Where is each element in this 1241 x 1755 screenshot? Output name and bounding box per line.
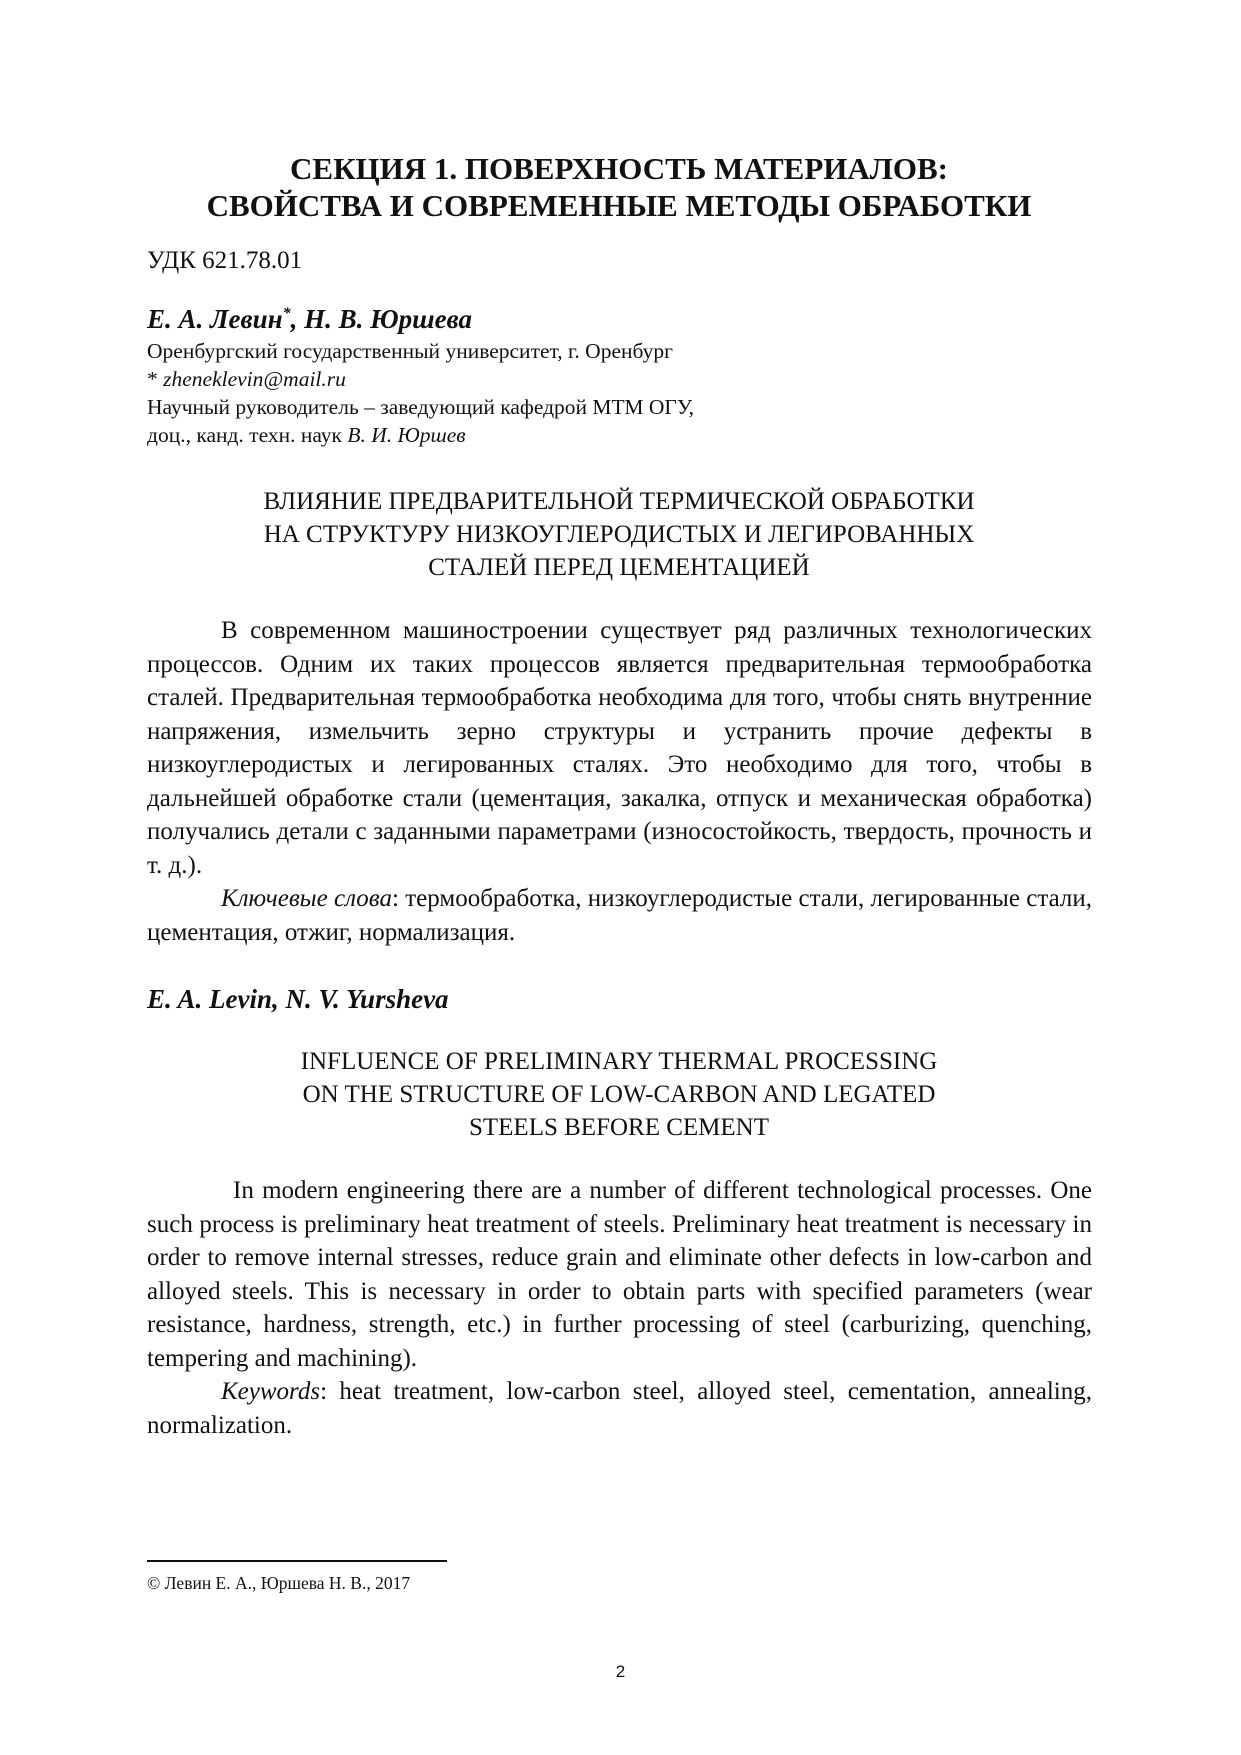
title-en-line-1: INFLUENCE OF PRELIMINARY THERMAL PROCESSING [300,1048,938,1075]
keywords-en-list: : heat treatment, low-carbon steel, alloyed steel, cementation, annealing, normalization. [147,1378,1092,1439]
title-en-line-3: STEELS BEFORE CEMENT [468,1114,769,1141]
abstract-ru [147,614,1092,949]
udk-code: УДК 621.78.01 [147,247,303,274]
affiliation-block [147,337,1092,449]
abstract-en [147,1174,1092,1442]
page-content [147,150,1092,1442]
section-title-line-1: СЕКЦИЯ 1. ПОВЕРХНОСТЬ МАТЕРИАЛОВ: [290,151,948,186]
university-line: Оренбургский государственный университет, г. Оренбург [147,339,673,363]
title-en-line-2: ON THE STRUCTURE OF LOW-CARBON AND LEGATED [302,1081,936,1108]
author-email: zheneklevin@mail.ru [163,367,346,391]
author-1-name: Е. А. Левин [147,304,283,334]
author-2-name: Н. В. Юршева [304,304,472,334]
keywords-en [147,1375,1092,1442]
footnote-divider [147,1560,447,1562]
title-ru-line-1: ВЛИЯНИЕ ПРЕДВАРИТЕЛЬНОЙ ТЕРМИЧЕСКОЙ ОБРАБОТКИ [263,488,975,515]
article-title-en [119,1045,1119,1144]
copyright-footnote: © Левин Е. А., Юршева Н. В., 2017 [147,1573,411,1593]
article-title-ru [119,485,1119,584]
page-number: 2 [615,1662,626,1681]
email-line [147,365,1092,393]
title-ru-line-2: НА СТРУКТУРУ НИЗКОУГЛЕРОДИСТЫХ И ЛЕГИРОВАННЫХ [263,521,975,548]
author-1-footnote-mark: * [282,305,291,322]
section-title [119,150,1119,224]
supervisor-line-2 [147,421,1092,449]
authors-en: E. A. Levin, N. V. Yursheva [147,984,449,1014]
email-mark: * [147,367,164,391]
author-separator: , [290,304,305,334]
title-ru-line-3: СТАЛЕЙ ПЕРЕД ЦЕМЕНТАЦИЕЙ [428,554,810,581]
supervisor-degree: доц., канд. техн. наук [147,423,348,447]
keywords-ru-list: : термообработка, низкоуглеродистые стали, легированные стали, цементация, отжиг, нормализация. [147,885,1093,946]
keywords-ru-label: Ключевые слова [221,885,392,912]
abstract-ru-text: В современном машиностроении существует ряд различных технологических процессов. Одним их таких процессов является предварительная термообработка сталей. Предварительная термообработка необходима для того, чтобы снять внутренние напряжения, измельчить зерно структуры и устранить прочие дефекты в низкоуглеродистых и легированных сталях. Это необходимо для того, чтобы в дальнейшей обработке стали (цементация, закалка, отпуск и механическая обработка) получались детали с заданными параметрами (износостойкость, твердость, прочность и т. д.). [147,617,1092,879]
supervisor-line-1: Научный руководитель – заведующий кафедрой МТМ ОГУ, [147,395,694,419]
keywords-en-label: Keywords [221,1378,321,1405]
section-title-line-2: СВОЙСТВА И СОВРЕМЕННЫЕ МЕТОДЫ ОБРАБОТКИ [206,188,1032,223]
authors-ru [147,298,1092,335]
keywords-ru [147,882,1092,949]
supervisor-name: В. И. Юршев [347,423,466,447]
abstract-en-text: In modern engineering there are a number of different technological processes. One such process is preliminary heat treatment of steels. Preliminary heat treatment is necessary in order to remove internal stresses, reduce grain and eliminate other defects in low-carbon and alloyed steels. This is necessary in order to obtain parts with specified parameters (wear resistance, hardness, strength, etc.) in further processing of steel (carburizing, quenching, tempering and machining). [147,1177,1092,1372]
